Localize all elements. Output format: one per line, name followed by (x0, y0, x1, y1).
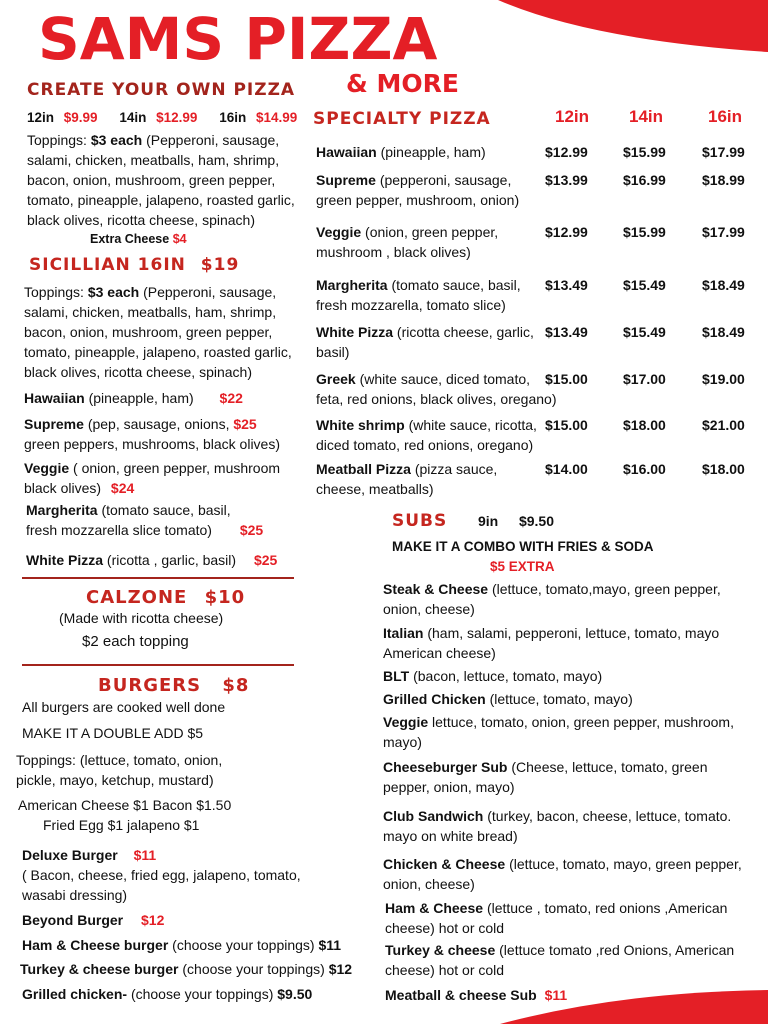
specialty-item (316, 415, 537, 455)
item-name: Cheeseburger Sub (383, 759, 508, 775)
sub-item (385, 985, 567, 1005)
item-name: Club Sandwich (383, 808, 484, 824)
specialty-item (316, 459, 497, 499)
specialty-price-p12: $14.00 (545, 461, 588, 477)
item-name: Veggie (383, 714, 429, 730)
toppings-price: $3 each (90, 132, 143, 148)
toppings-label: Toppings: (27, 132, 87, 148)
item-desc: (white sauce, ricotta, (408, 417, 537, 433)
item-desc: (lettuce , tomato, red onions ,American (486, 900, 728, 916)
item-price: $11 (318, 937, 342, 953)
specialty-price-p16: $19.00 (702, 371, 745, 387)
item-name: Steak & Cheese (383, 581, 489, 597)
burger-item-grilled-chicken (22, 984, 312, 1004)
item-name: Margherita (26, 502, 98, 518)
item-desc: (lettuce tomato ,red Onions, American (499, 942, 735, 958)
burger-item-deluxe (22, 845, 301, 905)
specialty-item (316, 369, 556, 409)
sicilian-toppings-price: $3 each (87, 284, 140, 300)
burgers-toppings-line1: Toppings: (lettuce, tomato, onion, (16, 752, 223, 768)
burger-item-ham-cheese (22, 935, 341, 955)
specialty-size-16in: 16in (708, 107, 743, 126)
specialty-price-p14: $17.00 (623, 371, 666, 387)
item-desc: (ham, salami, pepperoni, lettuce, tomato, mayo (427, 625, 720, 641)
specialty-size-14in: 14in (629, 107, 664, 126)
specialty-price-p16: $21.00 (702, 417, 745, 433)
burger-item-turkey-cheese (20, 959, 352, 979)
item-desc2: onion, cheese) (383, 876, 475, 892)
item-name: Supreme (24, 416, 84, 432)
sub-item (383, 806, 731, 846)
create-pizza-toppings (27, 130, 312, 230)
item-name: Hawaiian (316, 144, 377, 160)
item-desc2: fresh mozzarella slice tomato) (26, 522, 212, 538)
item-desc2: cheese) hot or cold (385, 962, 505, 978)
size-12in: 12in (27, 110, 55, 125)
item-name: Ham & Cheese (385, 900, 484, 916)
item-desc: (choose your toppings) (172, 937, 315, 953)
burgers-title: BURGERS (98, 675, 202, 696)
sicilian-toppings-list: (Pepperoni, sausage, salami, chicken, meatballs, ham, shrimp, bacon, onion, mushroom, green pepper, tomato, pineapple, jalapeno, roasted garlic, black olives, ricotta cheese, spinach) (24, 284, 292, 380)
item-desc2: fresh mozzarella, tomato slice) (316, 297, 506, 313)
item-desc: (bacon, lettuce, tomato, mayo) (413, 668, 603, 684)
size-14in: 14in (119, 110, 147, 125)
sub-item (383, 712, 734, 752)
item-name: Beyond Burger (22, 912, 124, 928)
item-name: White shrimp (316, 417, 405, 433)
create-pizza-sizes (27, 108, 297, 128)
item-desc: (ricotta , garlic, basil) (106, 552, 237, 568)
sicilian-item-hawaiian (24, 388, 243, 408)
burgers-addons (18, 795, 231, 835)
size-16in: 16in (219, 110, 247, 125)
item-desc: (pep, sausage, onions, (87, 416, 230, 432)
item-price: $25 (233, 416, 257, 432)
item-name: Italian (383, 625, 424, 641)
item-desc: (turkey, bacon, cheese, lettuce, tomato. (487, 808, 732, 824)
item-desc: (pineapple, ham) (380, 144, 486, 160)
item-name: Meatball Pizza (316, 461, 411, 477)
item-desc2: diced tomato, red onions, oregano) (316, 437, 534, 453)
burgers-heading (98, 675, 249, 697)
sicilian-heading (29, 254, 239, 276)
item-price: $25 (253, 552, 278, 568)
sicilian-item-white-pizza (26, 550, 277, 570)
item-desc: (pepperoni, sausage, (379, 172, 512, 188)
specialty-price-p14: $15.99 (623, 144, 666, 160)
specialty-price-p12: $13.99 (545, 172, 588, 188)
extra-cheese (90, 231, 187, 247)
size-12in-price: $9.99 (63, 110, 98, 125)
burgers-toppings-line2: pickle, mayo, ketchup, mustard) (16, 772, 214, 788)
calzone-title: CALZONE (86, 587, 188, 608)
sicilian-item-supreme (24, 414, 280, 454)
item-price: $22 (219, 390, 243, 406)
specialty-price-p14: $15.99 (623, 224, 666, 240)
item-desc2: green peppers, mushrooms, black olives) (24, 436, 281, 452)
specialty-price-p14: $16.00 (623, 461, 666, 477)
specialty-price-p12: $13.49 (545, 277, 588, 293)
item-price: $11 (544, 987, 568, 1003)
burger-item-beyond (22, 910, 164, 930)
item-desc: (choose your toppings) (130, 986, 274, 1002)
subs-size: 9in (477, 513, 499, 529)
burgers-note: All burgers are cooked well done (22, 699, 226, 715)
specialty-price-p16: $17.99 (702, 224, 745, 240)
item-name: Grilled Chicken (383, 691, 486, 707)
specialty-price-p16: $18.49 (702, 324, 745, 340)
item-name: Veggie (316, 224, 362, 240)
specialty-price-p14: $15.49 (623, 324, 666, 340)
item-price: $25 (239, 522, 264, 538)
sub-item (385, 898, 727, 938)
sicilian-price: $19 (200, 255, 240, 275)
divider-2 (22, 664, 294, 666)
calzone-heading (86, 587, 245, 609)
item-name: Deluxe Burger (22, 847, 118, 863)
specialty-price-p16: $18.99 (702, 172, 745, 188)
item-name: Turkey & cheese burger (20, 961, 179, 977)
sub-item (383, 666, 602, 686)
item-desc2: black olives) (24, 480, 102, 496)
item-desc: ( Bacon, cheese, fried egg, jalapeno, tomato, (22, 867, 301, 883)
specialty-item (316, 322, 534, 362)
specialty-size-12in: 12in (555, 107, 590, 126)
item-desc: (choose your toppings) (182, 961, 325, 977)
toppings-list: (Pepperoni, sausage, salami, chicken, meatballs, ham, shrimp, bacon, onion, mushroom, green pepper, tomato, pineapple, jalapeno, roasted garlic, black olives, ricotta cheese, spinach) (27, 132, 295, 228)
item-desc2: wasabi dressing) (22, 887, 128, 903)
subs-price: $9.50 (518, 513, 554, 529)
sub-item (383, 623, 719, 663)
item-desc: (pizza sauce, (414, 461, 498, 477)
calzone-price: $10 (204, 587, 246, 608)
item-desc: (lettuce, tomato, mayo) (489, 691, 633, 707)
item-desc2: cheese, meatballs) (316, 481, 434, 497)
sub-item (383, 757, 707, 797)
item-name: Supreme (316, 172, 376, 188)
item-name: Meatball & cheese Sub (385, 987, 537, 1003)
sicilian-toppings-label: Toppings: (24, 284, 84, 300)
specialty-price-p16: $18.49 (702, 277, 745, 293)
burgers-toppings (16, 750, 222, 790)
item-name: Ham & Cheese burger (22, 937, 169, 953)
size-16in-price: $14.99 (255, 110, 298, 125)
sicilian-item-margherita (26, 500, 263, 540)
restaurant-subtitle: & MORE (346, 69, 459, 98)
item-desc2: feta, red onions, black olives, oregano) (316, 391, 557, 407)
sub-item (383, 689, 633, 709)
item-desc2: green pepper, mushroom, onion) (316, 192, 520, 208)
subs-heading (392, 510, 554, 532)
extra-cheese-label: Extra Cheese (90, 232, 170, 246)
item-desc: lettuce, tomato, onion, green pepper, mushroom, (432, 714, 734, 730)
item-desc: (onion, green pepper, (365, 224, 499, 240)
item-name: Turkey & cheese (385, 942, 496, 958)
item-desc2: mayo) (383, 734, 422, 750)
specialty-item (316, 275, 521, 315)
item-name: Hawaiian (24, 390, 85, 406)
item-desc2: basil) (316, 344, 350, 360)
swoosh-shape-top (498, 0, 768, 52)
specialty-price-p12: $15.00 (545, 371, 588, 387)
extra-cheese-price: $4 (172, 232, 187, 246)
specialty-price-p14: $16.99 (623, 172, 666, 188)
specialty-price-p12: $15.00 (545, 417, 588, 433)
item-price: $24 (110, 480, 135, 496)
specialty-price-p16: $17.99 (702, 144, 745, 160)
item-name: Greek (316, 371, 356, 387)
specialty-item (316, 222, 498, 262)
restaurant-title: SAMS PIZZA (38, 5, 438, 73)
calzone-note: (Made with ricotta cheese) (59, 610, 224, 626)
sicilian-item-veggie (24, 458, 280, 498)
burgers-price: $8 (222, 675, 250, 696)
specialty-price-p12: $13.49 (545, 324, 588, 340)
subs-combo: MAKE IT A COMBO WITH FRIES & SODA (392, 539, 654, 554)
burgers-addons-line2: Fried Egg $1 jalapeno $1 (43, 817, 200, 833)
specialty-item (316, 170, 519, 210)
item-desc: (lettuce, tomato, mayo, green pepper, (509, 856, 742, 872)
burgers-double: MAKE IT A DOUBLE ADD $5 (22, 725, 204, 741)
specialty-price-p12: $12.99 (545, 144, 588, 160)
item-price: $12 (328, 961, 353, 977)
item-desc2: mayo on white bread) (383, 828, 518, 844)
item-price: $9.50 (277, 986, 313, 1002)
specialty-heading: SPECIALTY PIZZA (313, 109, 491, 129)
item-name: BLT (383, 668, 410, 684)
item-desc: ( onion, green pepper, mushroom (73, 460, 281, 476)
specialty-price-p14: $15.49 (623, 277, 666, 293)
item-name: Margherita (316, 277, 388, 293)
specialty-price-p12: $12.99 (545, 224, 588, 240)
specialty-item (316, 142, 486, 162)
item-desc2: pepper, onion, mayo) (383, 779, 515, 795)
specialty-price-p16: $18.00 (702, 461, 745, 477)
item-desc: (white sauce, diced tomato, (359, 371, 531, 387)
specialty-price-p14: $18.00 (623, 417, 666, 433)
item-price: $11 (133, 847, 157, 863)
item-name: Veggie (24, 460, 70, 476)
item-desc: (lettuce, tomato,mayo, green pepper, (491, 581, 721, 597)
item-name: Chicken & Cheese (383, 856, 506, 872)
item-desc2: American cheese) (383, 645, 496, 661)
calzone-topping: $2 each topping (82, 633, 189, 650)
sub-item (385, 940, 734, 980)
sub-item (383, 579, 721, 619)
item-desc: (pineapple, ham) (88, 390, 194, 406)
item-desc2: mushroom , black olives) (316, 244, 471, 260)
sicilian-toppings (24, 282, 314, 382)
sicilian-title: SICILLIAN 16IN (29, 255, 186, 275)
subs-title: SUBS (392, 511, 448, 531)
item-name: White Pizza (26, 552, 104, 568)
divider-1 (22, 577, 294, 579)
item-desc: (ricotta cheese, garlic, (396, 324, 534, 340)
size-14in-price: $12.99 (156, 110, 198, 125)
subs-combo-price: $5 EXTRA (490, 559, 555, 574)
item-name: White Pizza (316, 324, 394, 340)
sub-item (383, 854, 742, 894)
item-desc2: cheese) hot or cold (385, 920, 505, 936)
item-desc: (tomato sauce, basil, (101, 502, 231, 518)
create-pizza-heading: CREATE YOUR OWN PIZZA (27, 80, 296, 100)
item-name: Grilled chicken- (22, 986, 128, 1002)
burgers-addons-line1: American Cheese $1 Bacon $1.50 (18, 797, 232, 813)
item-desc2: onion, cheese) (383, 601, 475, 617)
item-desc: (tomato sauce, basil, (391, 277, 521, 293)
item-price: $12 (141, 912, 165, 928)
item-desc: (Cheese, lettuce, tomato, green (511, 759, 708, 775)
